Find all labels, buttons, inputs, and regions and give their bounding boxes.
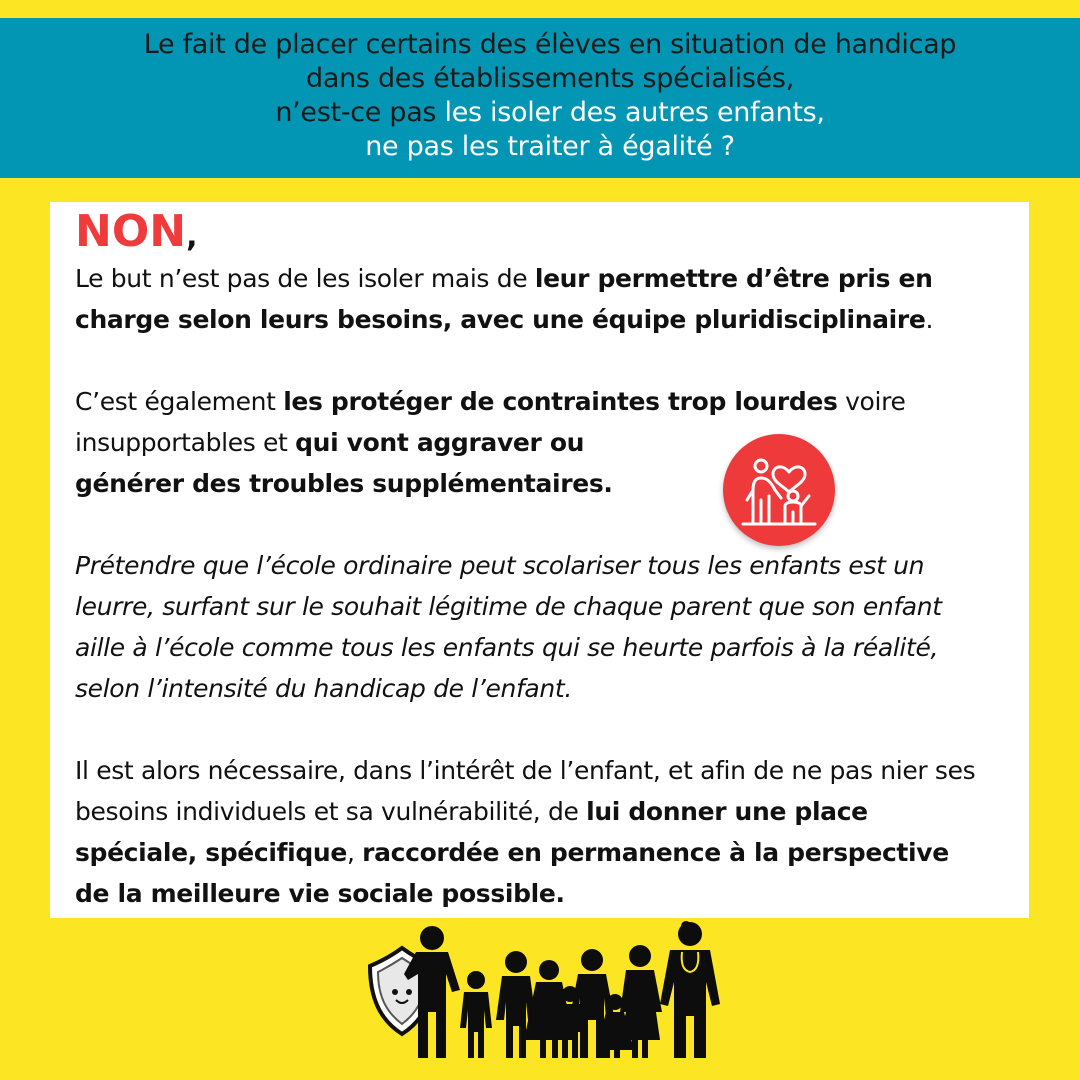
p2-text-2: voire: [837, 387, 906, 416]
paragraph-1: [75, 258, 1015, 340]
p2-text-3: insupportables et: [75, 428, 296, 457]
answer-text: [75, 206, 1015, 914]
title-banner: [0, 18, 1080, 178]
p2-bold-1: les protéger de contraintes trop lourdes: [283, 387, 838, 416]
answer-non: NON: [75, 206, 187, 257]
paragraph-2: [75, 381, 1015, 504]
family-group-with-shield-icon: [364, 920, 724, 1062]
p4-text-2: ,: [346, 838, 363, 867]
banner-line-2: dans des établissements spécialisés,: [306, 63, 794, 94]
answer-card: [50, 202, 1029, 918]
caregiver-child-heart-svg: [723, 434, 835, 546]
p4-bold-2: raccordée en permanence à la perspective de la meilleure vie sociale possible.: [75, 838, 949, 908]
banner-line-1: Le fait de placer certains des élèves en situation de handicap: [143, 29, 957, 60]
p1-period: .: [925, 305, 934, 334]
banner-line-3: [20, 96, 1080, 130]
paragraph-4: [75, 750, 990, 914]
banner-line-3-white: les isoler des autres enfants,: [444, 97, 825, 128]
banner-line-3-dark: n’est-ce pas: [275, 97, 445, 128]
p1-bold: leur permettre d’être pris en charge selon leurs besoins, avec une équipe pluridisciplinaire: [75, 264, 933, 334]
answer-comma: ,: [186, 219, 198, 254]
banner-line-4: ne pas les traiter à égalité ?: [365, 131, 735, 162]
caregiver-child-heart-icon: [723, 434, 835, 546]
p2-bold-2: qui vont aggraver ou: [295, 428, 585, 457]
p2-bold-3: générer des troubles supplémentaires.: [75, 469, 613, 498]
p2-text-1: C’est également: [75, 387, 284, 416]
paragraph-3: Prétendre que l’école ordinaire peut scolariser tous les enfants est un leurre, surfant sur le souhait légitime de chaque parent que son enfant aille à l’école comme tous les enfants qui se heurte parfois à la réalité, selon l’intensité du handicap de l’enfant.: [75, 551, 942, 703]
p4-bold-1: lui donner une place spéciale, spécifique: [75, 797, 868, 867]
p4-text-1: Il est alors nécessaire, dans l’intérêt de l’enfant, et afin de ne pas nier ses besoins individuels et sa vulnérabilité, de: [75, 756, 976, 826]
answer-heading: [75, 206, 1015, 258]
family-group-svg: [364, 920, 724, 1062]
p1-text: Le but n’est pas de les isoler mais de: [75, 264, 535, 293]
